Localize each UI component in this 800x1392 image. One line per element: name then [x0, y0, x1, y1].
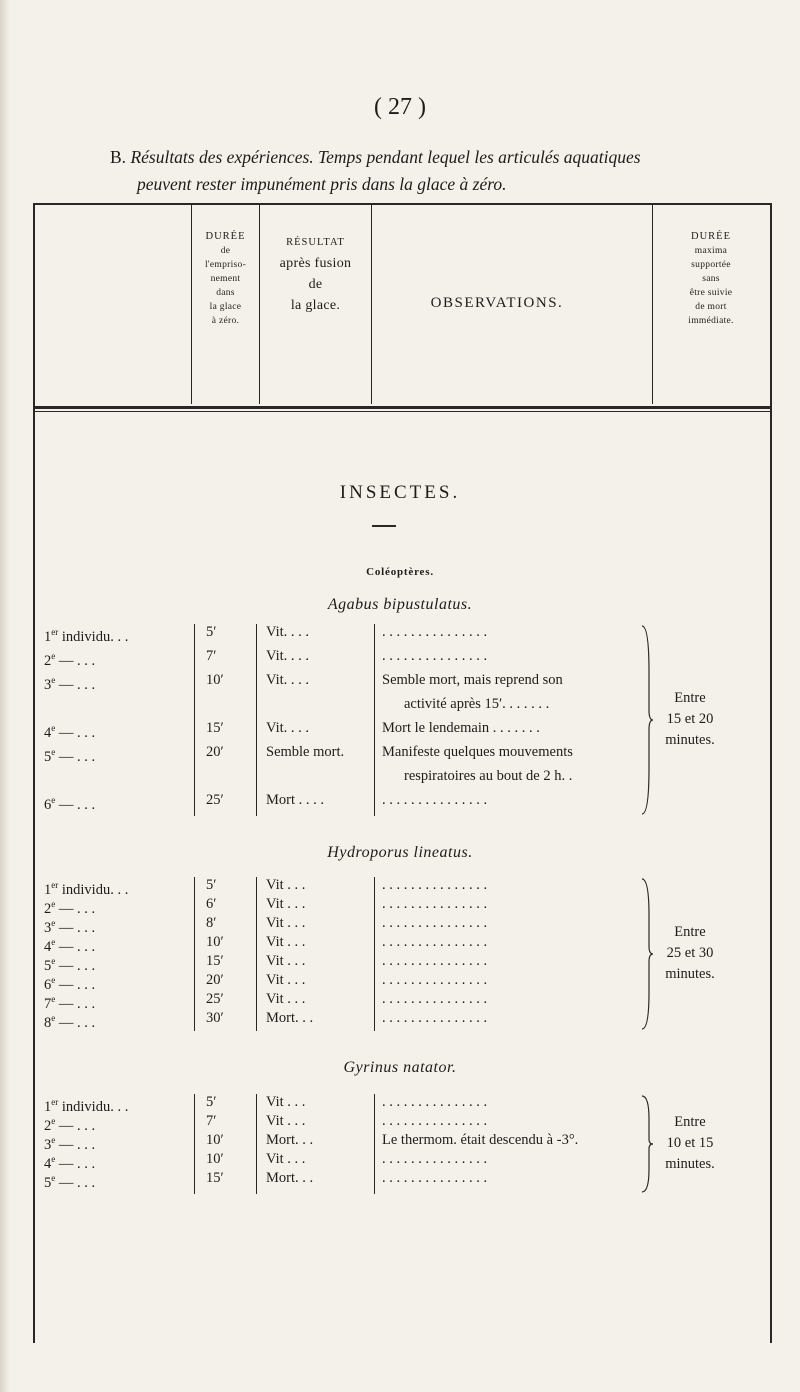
duration-cell: 25′: [206, 991, 224, 1007]
species-group: [44, 624, 764, 816]
conclusion-line: minutes.: [665, 1156, 715, 1172]
individual-label: 2e — . . .: [44, 899, 96, 917]
result-cell: Vit . . .: [266, 972, 306, 988]
duration-cell: 10′: [206, 934, 224, 950]
observation-cell: activité après 15′. . . . . . .: [404, 696, 550, 712]
result-cell: Vit . . .: [266, 934, 306, 950]
observation-cell: . . . . . . . . . . . . . . .: [382, 877, 488, 893]
individual-label: 3e — . . .: [44, 675, 96, 693]
table-row: [44, 792, 764, 813]
observation-cell: . . . . . . . . . . . . . . .: [382, 896, 488, 912]
observation-cell: . . . . . . . . . . . . . . .: [382, 934, 488, 950]
result-cell: Vit. . . .: [266, 648, 310, 664]
individual-label: 5e — . . .: [44, 1173, 96, 1191]
header-rule: [33, 411, 772, 412]
header-line: de: [220, 246, 231, 256]
observation-cell: Mort le lendemain . . . . . . .: [382, 720, 540, 736]
header-line: la glace.: [290, 298, 341, 313]
conclusion-line: Entre: [674, 1114, 706, 1130]
header-line: de mort: [695, 302, 727, 312]
caption-line2: peuvent rester impunément pris dans la glace à zéro.: [137, 174, 507, 194]
observation-cell: . . . . . . . . . . . . . . .: [382, 624, 488, 640]
individual-label: 5e — . . .: [44, 747, 96, 765]
result-cell: Mort. . .: [266, 1170, 314, 1186]
observation-cell: . . . . . . . . . . . . . . .: [382, 953, 488, 969]
table-row: [44, 672, 764, 693]
conclusion-line: Entre: [674, 924, 706, 940]
header-line: immédiate.: [688, 316, 734, 326]
header-line: la glace: [209, 302, 242, 312]
header-resultat: [260, 232, 371, 316]
result-cell: Vit . . .: [266, 915, 306, 931]
individual-label: 6e — . . .: [44, 795, 96, 813]
duration-cell: 7′: [206, 648, 217, 664]
page-fold: [0, 0, 10, 1392]
individual-label: 4e — . . .: [44, 937, 96, 955]
result-cell: Semble mort.: [266, 744, 345, 760]
section-title: INSECTES.: [339, 482, 461, 503]
result-cell: Vit. . . .: [266, 672, 310, 688]
observation-cell: Semble mort, mais reprend son: [382, 672, 563, 688]
header-rule: [33, 406, 772, 409]
header-duree-max: [653, 230, 769, 328]
table-row: [44, 624, 764, 645]
individual-label: 4e — . . .: [44, 723, 96, 741]
individual-label: 8e — . . .: [44, 1013, 96, 1031]
max-duration-conclusion: [650, 688, 730, 751]
header-line: dans: [216, 288, 235, 298]
duration-cell: 20′: [206, 972, 224, 988]
individual-label: 3e — . . .: [44, 1135, 96, 1153]
header-line: après fusion: [279, 256, 352, 271]
conclusion-line: 10 et 15: [666, 1135, 714, 1151]
result-cell: Vit. . . .: [266, 624, 310, 640]
observation-cell: . . . . . . . . . . . . . . .: [382, 1170, 488, 1186]
individual-label: 1er individu. . .: [44, 1097, 129, 1115]
observation-cell: . . . . . . . . . . . . . . .: [382, 991, 488, 1007]
result-cell: Mort. . .: [266, 1132, 314, 1148]
species-group: [44, 877, 764, 1031]
duration-cell: 8′: [206, 915, 217, 931]
duration-cell: 6′: [206, 896, 217, 912]
duration-cell: 10′: [206, 1132, 224, 1148]
individual-label: 4e — . . .: [44, 1154, 96, 1172]
table-row: [44, 1010, 764, 1031]
caption-lead: B.: [110, 147, 127, 167]
duration-cell: 10′: [206, 672, 224, 688]
caption: [110, 144, 770, 198]
conclusion-line: minutes.: [665, 732, 715, 748]
individual-label: 2e — . . .: [44, 1116, 96, 1134]
duration-cell: 15′: [206, 953, 224, 969]
header-line: maxima: [694, 246, 728, 256]
observation-cell: . . . . . . . . . . . . . . .: [382, 1010, 488, 1026]
conclusion-line: Entre: [674, 690, 706, 706]
result-cell: Vit . . .: [266, 877, 306, 893]
table-row: [44, 1094, 764, 1115]
species-title: Hydroporus lineatus.: [327, 844, 473, 861]
species-title: Agabus bipustulatus.: [327, 596, 473, 613]
duration-cell: 7′: [206, 1113, 217, 1129]
duration-cell: 15′: [206, 720, 224, 736]
page-number: ( 27 ): [374, 94, 426, 120]
individual-label: 5e — . . .: [44, 956, 96, 974]
observation-cell: . . . . . . . . . . . . . . .: [382, 915, 488, 931]
species-group: [44, 1094, 764, 1194]
header-line: l'empriso-: [204, 260, 247, 270]
header-observations: OBSERVATIONS.: [430, 295, 564, 311]
duration-cell: 25′: [206, 792, 224, 808]
individual-label: 2e — . . .: [44, 651, 96, 669]
observation-cell: . . . . . . . . . . . . . . .: [382, 1151, 488, 1167]
header-line: nement: [210, 274, 241, 284]
observation-cell: respiratoires au bout de 2 h. .: [404, 768, 573, 784]
caption-line1: Résultats des expériences. Temps pendant lequel les articulés aquatiques: [130, 147, 641, 167]
observation-cell: Manifeste quelques mouvements: [382, 744, 573, 760]
duration-cell: 5′: [206, 624, 217, 640]
duration-cell: 10′: [206, 1151, 224, 1167]
observation-cell: Le thermom. était descendu à -3°.: [382, 1132, 579, 1148]
header-line: DURÉE: [691, 231, 731, 242]
duration-cell: 5′: [206, 1094, 217, 1110]
observation-cell: . . . . . . . . . . . . . . .: [382, 972, 488, 988]
observation-cell: . . . . . . . . . . . . . . .: [382, 648, 488, 664]
header-line: RÉSULTAT: [286, 237, 345, 248]
species-title: Gyrinus natator.: [343, 1059, 457, 1076]
table-row: [44, 768, 764, 784]
result-cell: Vit . . .: [266, 1094, 306, 1110]
conclusion-line: minutes.: [665, 966, 715, 982]
section-dash: [372, 525, 396, 527]
header-line: DURÉE: [205, 231, 246, 242]
conclusion-line: 25 et 30: [666, 945, 714, 961]
individual-label: 6e — . . .: [44, 975, 96, 993]
result-cell: Vit . . .: [266, 953, 306, 969]
result-cell: Vit . . .: [266, 1151, 306, 1167]
result-cell: Vit . . .: [266, 991, 306, 1007]
max-duration-conclusion: [650, 1112, 730, 1175]
individual-label: 1er individu. . .: [44, 627, 129, 645]
result-cell: Vit . . .: [266, 1113, 306, 1129]
header-line: être suivie: [689, 288, 733, 298]
individual-label: 7e — . . .: [44, 994, 96, 1012]
duration-cell: 20′: [206, 744, 224, 760]
result-cell: Vit. . . .: [266, 720, 310, 736]
duration-cell: 15′: [206, 1170, 224, 1186]
table-row: [44, 877, 764, 898]
table-row: [44, 896, 764, 917]
header-duree: [192, 230, 259, 328]
individual-label: 1er individu. . .: [44, 880, 129, 898]
max-duration-conclusion: [650, 922, 730, 985]
header-line: de: [308, 277, 323, 292]
observation-cell: . . . . . . . . . . . . . . .: [382, 1094, 488, 1110]
result-cell: Mort. . .: [266, 1010, 314, 1026]
duration-cell: 5′: [206, 877, 217, 893]
observation-cell: . . . . . . . . . . . . . . .: [382, 1113, 488, 1129]
result-cell: Vit . . .: [266, 896, 306, 912]
table-row: [44, 991, 764, 1012]
conclusion-line: 15 et 20: [666, 711, 714, 727]
individual-label: 3e — . . .: [44, 918, 96, 936]
table-row: [44, 648, 764, 669]
duration-cell: 30′: [206, 1010, 224, 1026]
header-line: supportée: [691, 260, 731, 270]
header-line: sans: [702, 274, 720, 284]
header-line: à zéro.: [211, 316, 240, 326]
result-cell: Mort . . . .: [266, 792, 324, 808]
observation-cell: . . . . . . . . . . . . . . .: [382, 792, 488, 808]
order-title: Coléoptères.: [366, 566, 434, 578]
